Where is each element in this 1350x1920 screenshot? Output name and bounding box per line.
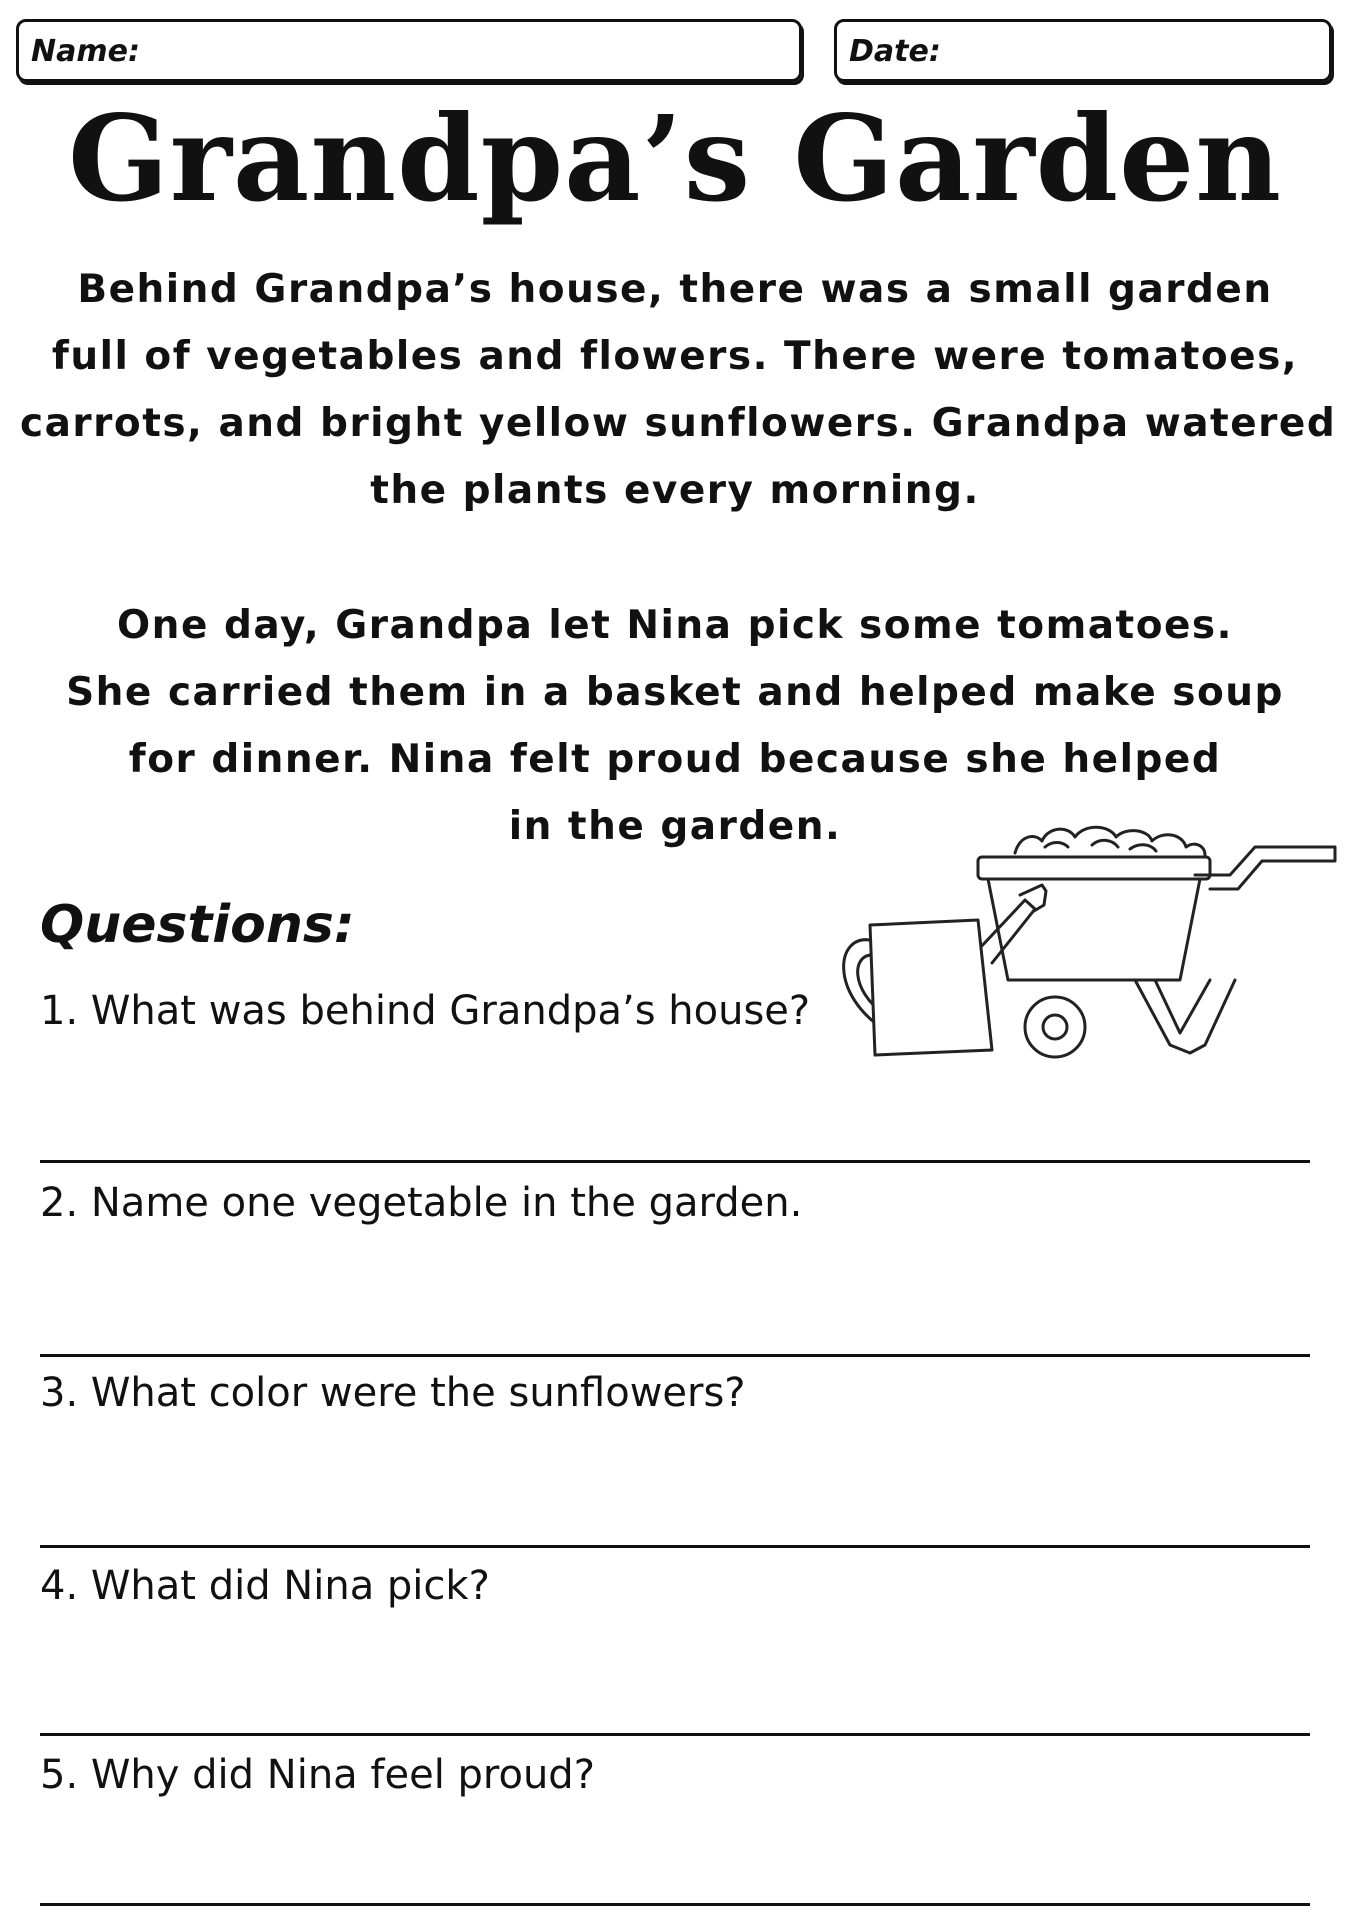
garden-illustration xyxy=(830,805,1340,1065)
answer-line-1[interactable] xyxy=(40,1160,1310,1163)
question-3: 3. What color were the sunflowers? xyxy=(40,1370,746,1416)
story-line: carrots, and bright yellow sunflowers. Grandpa watered xyxy=(20,401,1337,446)
story-line: Behind Grandpa’s house, there was a small garden xyxy=(77,267,1273,312)
question-4: 4. What did Nina pick? xyxy=(40,1563,490,1609)
answer-line-5[interactable] xyxy=(40,1903,1310,1906)
answer-line-4[interactable] xyxy=(40,1733,1310,1736)
answer-line-3[interactable] xyxy=(40,1545,1310,1548)
question-1: 1. What was behind Grandpa’s house? xyxy=(40,988,811,1034)
name-field[interactable] xyxy=(16,19,802,82)
question-2: 2. Name one vegetable in the garden. xyxy=(40,1180,803,1226)
story-line: full of vegetables and flowers. There were tomatoes, xyxy=(51,334,1299,379)
story-paragraph-1 xyxy=(20,256,1337,524)
story-line: for dinner. Nina felt proud because she helped xyxy=(128,737,1222,782)
story-line: She carried them in a basket and helped make soup xyxy=(66,670,1284,715)
page-title: Grandpa’s Garden xyxy=(67,89,1283,228)
story-line: the plants every morning. xyxy=(370,468,980,513)
wheelbarrow-icon xyxy=(978,827,1335,1057)
watering-can-icon xyxy=(844,885,1046,1055)
story-line: One day, Grandpa let Nina pick some tomatoes. xyxy=(117,603,1233,648)
date-label: Date: xyxy=(849,34,941,69)
name-label: Name: xyxy=(31,34,140,69)
date-field[interactable] xyxy=(834,19,1332,82)
answer-line-2[interactable] xyxy=(40,1354,1310,1357)
question-5: 5. Why did Nina feel proud? xyxy=(40,1752,595,1798)
story-line: in the garden. xyxy=(508,804,842,849)
questions-heading: Questions: xyxy=(40,895,355,955)
